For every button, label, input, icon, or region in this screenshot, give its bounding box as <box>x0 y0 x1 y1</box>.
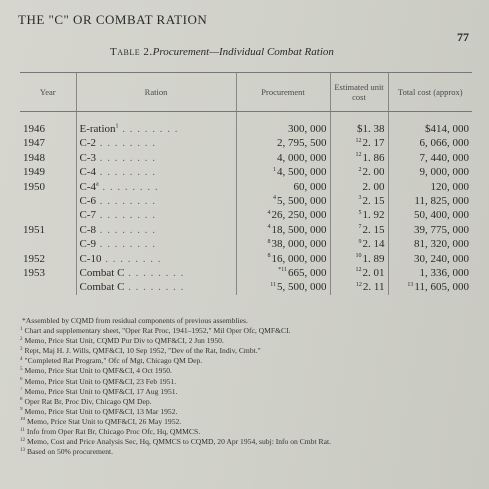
procurement-footnote-mark: *11 <box>278 267 287 274</box>
unit-cost-value: 1. 92 <box>362 209 385 222</box>
unit-cost-value: 2. 17 <box>362 137 385 150</box>
footnote <box>20 377 475 387</box>
total-cost-cell <box>388 252 472 266</box>
procurement-value: 60, 000 <box>293 180 327 193</box>
unit-cost-cell <box>330 194 388 208</box>
footnote-mark: 13 <box>20 447 25 453</box>
unit-cost-footnote-mark: 12 <box>355 152 362 159</box>
total-cost-cell <box>388 165 472 179</box>
unit-cost-value: 2. 15 <box>362 195 385 208</box>
footnote <box>20 417 475 427</box>
ration-cell <box>76 208 236 222</box>
procurement-value: 4, 500, 000 <box>277 166 327 179</box>
table-label: Table 2. <box>110 46 153 58</box>
footnotes <box>20 316 475 457</box>
ration-name: C-8 <box>79 223 96 236</box>
unit-cost-footnote-mark: 9 <box>358 238 362 245</box>
year-cell: 1946 <box>23 123 45 135</box>
procurement-cell <box>236 223 330 237</box>
footnote-text: Memo, Price Stat Unit, CQMD Pur Div to QMF&CI, 2 Jun 1950. <box>24 336 224 346</box>
unit-cost-value: 2. 00 <box>362 180 385 193</box>
ration-cell <box>76 266 236 280</box>
ration-footnote-mark: 1 <box>115 123 119 130</box>
unit-cost-footnote-mark: 7 <box>358 224 362 231</box>
footnote-mark: 9 <box>20 407 23 413</box>
table-body <box>20 112 472 295</box>
table-title: Procurement—Individual Combat Ration <box>152 46 334 58</box>
footnote <box>20 346 475 356</box>
total-cost-value: 39, 775, 000 <box>414 223 469 236</box>
footnote-mark: 2 <box>20 336 23 342</box>
footnote-mark: 12 <box>20 437 25 443</box>
total-cost-cell <box>388 136 472 150</box>
unit-cost-cell <box>330 151 388 165</box>
procurement-cell <box>236 208 330 222</box>
unit-cost-value: 2. 15 <box>362 223 385 236</box>
footnote <box>20 437 475 447</box>
unit-cost-value: 2. 00 <box>362 166 385 179</box>
footnote <box>20 366 475 376</box>
footnote-text: Memo, Price Stat Unit to QMF&CI, 17 Aug 1951. <box>24 386 178 396</box>
procurement-cell <box>236 136 330 150</box>
procurement-value: 665, 000 <box>288 267 327 280</box>
footnote-text: Memo, Cost and Price Analysis Sec, Hq, QMMCS to CQMD, 20 Apr 1954, subj: Info on Cmbt Rat. <box>27 437 331 447</box>
table-row <box>20 223 472 237</box>
running-head: THE "C" OR COMBAT RATION <box>18 12 208 27</box>
table-row <box>20 208 472 222</box>
unit-cost-footnote-mark: 12 <box>355 281 362 288</box>
procurement-cell <box>236 266 330 280</box>
total-cost-cell <box>388 194 472 208</box>
footnote-text: *Assembled by CQMD from residual components of previous assemblies. <box>22 316 248 325</box>
total-cost-cell <box>388 237 472 251</box>
ration-cell <box>76 194 236 208</box>
ration-name: C-4 <box>79 166 96 179</box>
year-cell: 1951 <box>23 223 45 236</box>
footnote-text: Memo, Price Stat Unit to QMF&CI, 23 Feb 1951. <box>24 376 177 386</box>
procurement-value: 5, 500, 000 <box>277 281 327 294</box>
table-row <box>20 266 472 280</box>
dot-leader: . . . . . . . . <box>118 123 179 135</box>
ration-name: C-7 <box>79 209 96 222</box>
total-cost-cell <box>388 280 472 294</box>
footnote-mark: 4 <box>20 356 23 362</box>
unit-cost-value: 2. 11 <box>362 281 385 294</box>
total-cost-cell <box>388 208 472 222</box>
ration-name: C-10 <box>79 252 102 265</box>
total-cost-value: 50, 400, 000 <box>414 209 469 222</box>
footnote <box>20 356 475 366</box>
ration-cell <box>76 280 236 294</box>
year-cell: 1952 <box>23 252 45 265</box>
ration-cell <box>76 165 236 179</box>
column-header-procurement: Procurement <box>236 73 330 112</box>
table-row <box>20 151 472 165</box>
footnote <box>20 387 475 397</box>
table-row <box>20 237 472 251</box>
footnote <box>20 407 475 417</box>
ration-name: C-9 <box>79 238 96 251</box>
total-cost-cell <box>388 180 472 194</box>
year-cell <box>20 280 76 294</box>
footnote-text: Memo, Price Stat Unit to QMF&CI, 13 Mar 1952. <box>24 406 178 416</box>
procurement-footnote-mark: 4 <box>273 195 276 202</box>
footnote-mark: 11 <box>20 427 25 433</box>
year-cell: 1948 <box>23 151 45 164</box>
total-cost-cell <box>388 266 472 280</box>
procurement-value: 5, 500, 000 <box>277 195 327 208</box>
ration-footnote-mark: a <box>96 180 99 187</box>
total-cost-value: 11, 605, 000 <box>414 281 469 294</box>
procurement-value: 2, 795, 500 <box>277 137 327 150</box>
dot-leader: . . . . . . . . <box>96 195 156 208</box>
unit-cost-cell <box>330 266 388 280</box>
year-cell <box>20 208 76 222</box>
total-cost-value: 6, 066, 000 <box>419 137 469 150</box>
dot-leader: . . . . . . . . <box>98 180 159 193</box>
ration-cell <box>76 237 236 251</box>
footnote-text: Oper Rat Br, Proc Div, Chicago QM Dep. <box>24 396 152 406</box>
procurement-cell <box>236 151 330 165</box>
total-cost-value: 7, 440, 000 <box>419 151 469 164</box>
ration-name: C-4 <box>79 180 96 193</box>
ration-name: C-3 <box>79 151 96 164</box>
unit-cost-footnote-mark: 12 <box>355 137 362 144</box>
ration-cell <box>76 180 236 194</box>
year-cell: 1953 <box>23 267 45 280</box>
procurement-cell <box>236 194 330 208</box>
dot-leader: . . . . . . . . <box>96 209 156 222</box>
footnote-mark: 5 <box>20 366 23 372</box>
unit-cost-cell <box>330 223 388 237</box>
footnote <box>20 397 475 407</box>
table-row <box>20 136 472 150</box>
unit-cost-footnote-mark: 12 <box>355 267 362 274</box>
footnote <box>20 336 475 346</box>
ration-cell <box>76 112 236 137</box>
procurement-value: 16, 000, 000 <box>271 252 327 265</box>
column-header-total-cost: Total cost (approx) <box>388 73 472 112</box>
ration-cell <box>76 252 236 266</box>
unit-cost-cell <box>330 208 388 222</box>
ration-name: C-2 <box>79 137 96 150</box>
total-cost-cell <box>388 223 472 237</box>
procurement-cell <box>236 165 330 179</box>
unit-cost-cell <box>330 136 388 150</box>
footnote-mark: 10 <box>20 417 25 423</box>
column-header-ration: Ration <box>76 73 236 112</box>
table-row <box>20 165 472 179</box>
total-cost-value: 9, 000, 000 <box>419 166 469 179</box>
year-cell <box>20 194 76 208</box>
table-row <box>20 280 472 294</box>
procurement-cell <box>236 180 330 194</box>
column-header-year: Year <box>20 73 76 112</box>
dot-leader: . . . . . . . . <box>96 151 156 164</box>
total-cost-value: 120, 000 <box>430 180 469 193</box>
unit-cost-cell <box>330 252 388 266</box>
unit-cost-value: 1. 89 <box>362 252 385 265</box>
procurement-footnote-mark: 1 <box>273 166 276 173</box>
procurement-cell <box>236 112 330 137</box>
total-cost-value: 81, 320, 000 <box>414 238 469 251</box>
unit-cost-footnote-mark: 2 <box>358 166 362 173</box>
footnote-mark: 8 <box>20 397 23 403</box>
ration-name: C-6 <box>79 195 96 208</box>
procurement-footnote-mark: 8 <box>267 253 271 259</box>
unit-cost-cell <box>330 237 388 251</box>
footnote <box>20 316 475 326</box>
dot-leader: . . . . . . . . <box>96 166 156 179</box>
procurement-cell <box>236 280 330 294</box>
year-cell <box>20 237 76 251</box>
footnote-mark: 6 <box>20 377 23 383</box>
procurement-table <box>20 72 472 295</box>
year-cell: 1947 <box>23 137 45 150</box>
dot-leader: . . . . . . . . <box>96 137 156 150</box>
unit-cost-value: 1. 86 <box>362 151 385 164</box>
year-cell: 1950 <box>23 180 45 193</box>
footnote-text: Chart and supplementary sheet, "Oper Rat Proc, 1941–1952," Mil Oper Ofc, QMF&CI. <box>24 326 291 336</box>
unit-cost-footnote-mark: 10 <box>355 253 362 259</box>
dot-leader: . . . . . . . . <box>101 252 162 265</box>
procurement-footnote-mark: 11 <box>270 281 276 288</box>
table-row <box>20 194 472 208</box>
table-caption <box>110 46 334 58</box>
procurement-value: 300, 000 <box>288 123 327 135</box>
ration-cell <box>76 151 236 165</box>
unit-cost-cell <box>330 180 388 194</box>
dot-leader: . . . . . . . . <box>124 281 185 294</box>
dot-leader: . . . . . . . . <box>96 223 156 236</box>
unit-cost-value: 2. 14 <box>362 238 385 251</box>
footnote-mark: 1 <box>20 326 23 332</box>
procurement-cell <box>236 252 330 266</box>
total-cost-value: 11, 825, 000 <box>414 195 469 208</box>
procurement-cell <box>236 237 330 251</box>
footnote-mark: 3 <box>20 346 23 352</box>
procurement-value: 26, 250, 000 <box>271 209 327 222</box>
total-cost-footnote-mark: 13 <box>407 281 414 288</box>
ration-name: Combat C <box>79 281 125 294</box>
page-number: 77 <box>457 30 469 44</box>
dot-leader: . . . . . . . . <box>124 267 185 280</box>
procurement-value: 4, 000, 000 <box>277 151 327 164</box>
footnote-text: Based on 50% procurement. <box>27 447 114 457</box>
table-row <box>20 252 472 266</box>
ration-name: E-ration <box>79 123 116 135</box>
total-cost-value: 1, 336, 000 <box>419 267 469 280</box>
footnote-text: Memo, Price Stat Unit to QMF&CI, 4 Oct 1950. <box>24 366 172 376</box>
footnote <box>20 447 475 457</box>
footnote <box>20 326 475 336</box>
footnote-text: Rept, Maj H. J. Wills, QMF&CI, 10 Sep 1952, "Dev of the Rat, Indiv, Cmbt." <box>24 346 261 356</box>
unit-cost-value: $1. 38 <box>357 123 385 135</box>
procurement-value: 38, 000, 000 <box>271 238 327 251</box>
footnote <box>20 427 475 437</box>
dot-leader: . . . . . . . . <box>96 238 156 251</box>
footnote-text: Memo, Price Stat Unit to QMF&CI, 26 May 1952. <box>27 416 182 426</box>
ration-cell <box>76 223 236 237</box>
unit-cost-cell <box>330 112 388 137</box>
ration-name: Combat C <box>79 267 125 280</box>
footnote-text: "Completed Rat Program," Ofc of Mgt, Chicago QM Dep. <box>24 356 203 366</box>
procurement-footnote-mark: 8 <box>267 238 271 245</box>
total-cost-value: 30, 240, 000 <box>414 252 469 265</box>
table-header-row <box>20 73 472 112</box>
total-cost-cell <box>388 112 472 137</box>
column-header-unit-cost: Estimated unit cost <box>330 73 388 112</box>
procurement-footnote-mark: 4 <box>267 209 271 216</box>
table-row <box>20 180 472 194</box>
unit-cost-footnote-mark: 5 <box>358 209 362 216</box>
table-row <box>20 112 472 137</box>
unit-cost-cell <box>330 280 388 294</box>
total-cost-cell <box>388 151 472 165</box>
footnote-text: Info from Oper Rat Br, Chicago Proc Ofc, Hq, QMMCS. <box>26 427 201 437</box>
unit-cost-value: 2. 01 <box>362 267 385 280</box>
unit-cost-cell <box>330 165 388 179</box>
ration-cell <box>76 136 236 150</box>
year-cell: 1949 <box>23 166 45 179</box>
procurement-footnote-mark: 4 <box>267 224 271 231</box>
total-cost-value: $414, 000 <box>425 123 469 135</box>
unit-cost-footnote-mark: 3 <box>358 195 362 202</box>
footnote-mark: 7 <box>20 387 23 393</box>
procurement-value: 18, 500, 000 <box>271 223 327 236</box>
